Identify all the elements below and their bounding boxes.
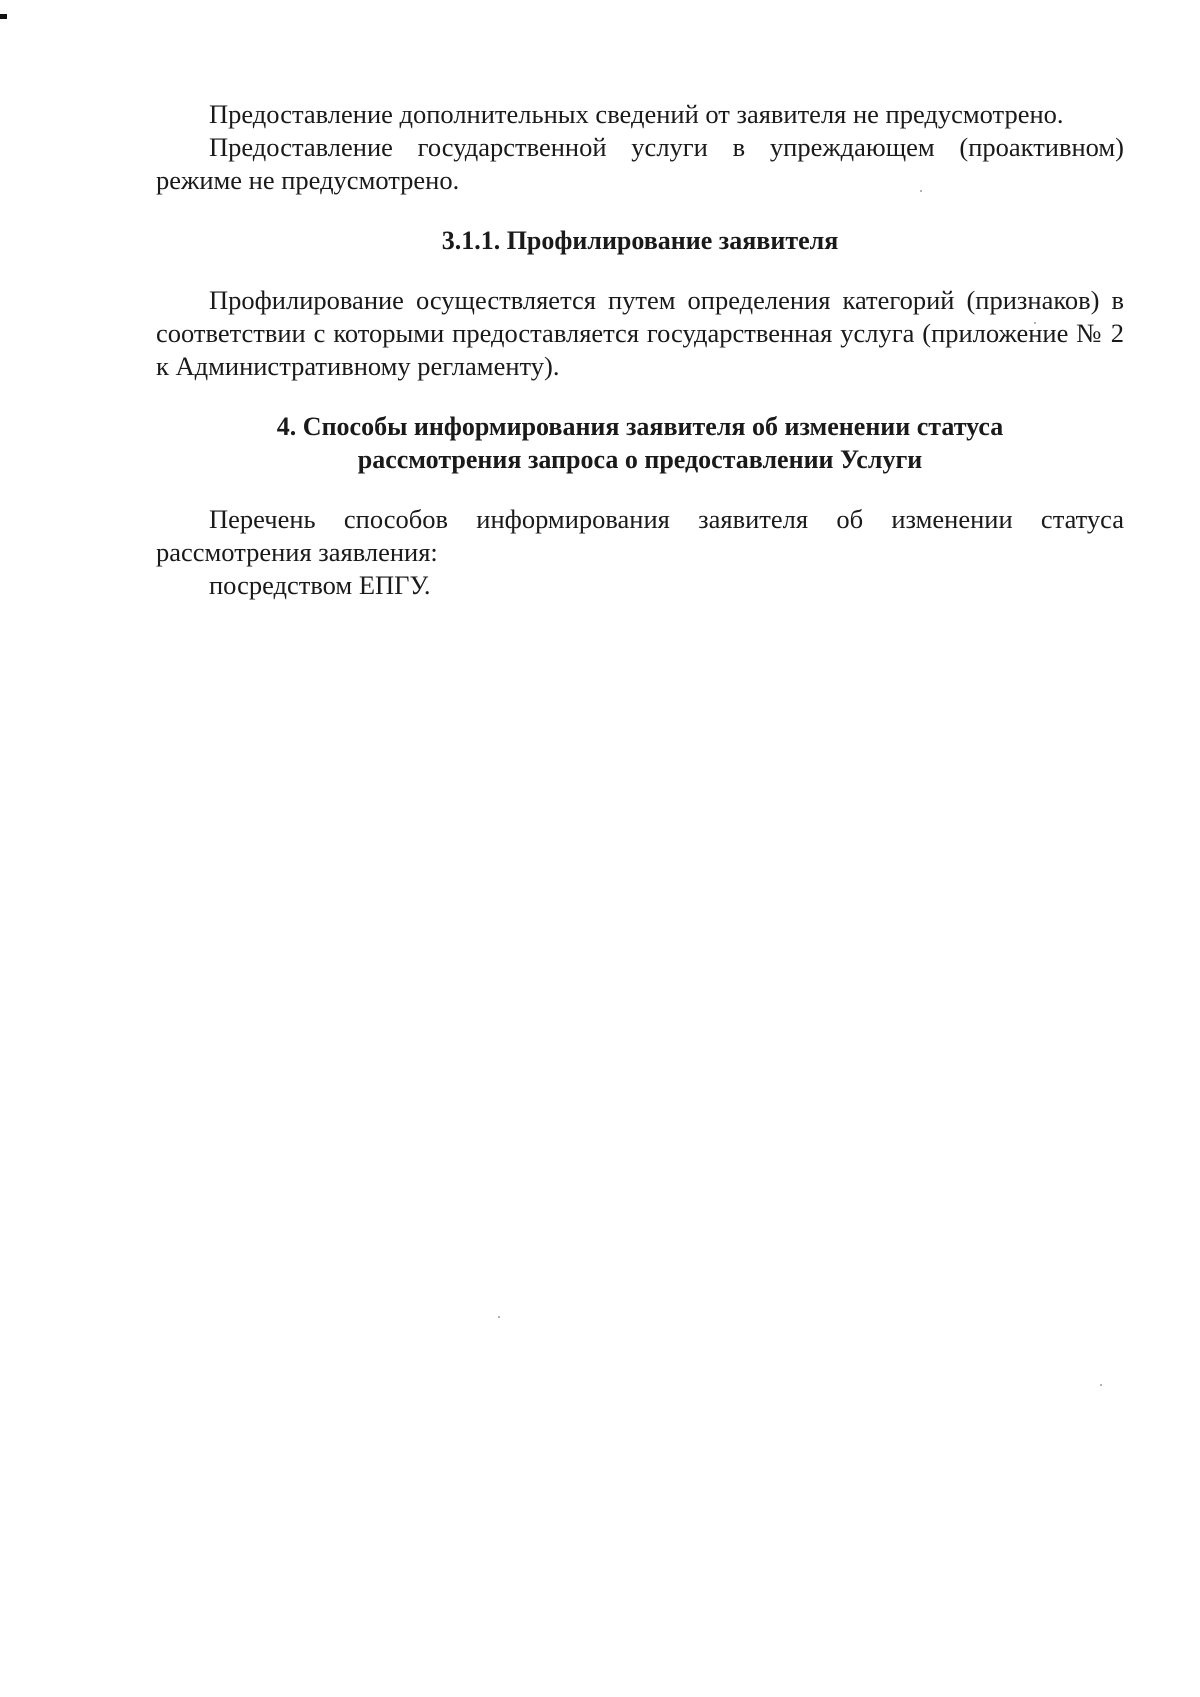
paragraph-additional-info: Предоставление дополнительных сведений от заявителя не предусмотрено. (209, 99, 1064, 129)
paragraph-profiling: Профилирование осуществляется путем определения категорий (признаков) в соответствии с которыми предоставляется государственная услуга (приложение № 2 к Административному регламенту). (156, 285, 1124, 381)
paragraph-informing-list: Перечень способов информирования заявителя об изменении статуса рассмотрения заявления: (156, 504, 1124, 567)
heading-informing-methods-line2: рассмотрения запроса о предоставлении Услуги (357, 445, 923, 474)
document-body (156, 98, 1124, 602)
scan-speck (498, 1316, 500, 1318)
heading-informing-methods (156, 410, 1124, 476)
scan-speck (1100, 1384, 1102, 1386)
heading-profiling: 3.1.1. Профилирование заявителя (441, 226, 839, 255)
heading-informing-methods-line1: 4. Способы информирования заявителя об изменении статуса (276, 412, 1004, 441)
paragraph-proactive-mode: Предоставление государственной услуги в упреждающем (проактивном) режиме не предусмотрено. (156, 132, 1124, 195)
scan-mark (0, 14, 7, 19)
list-item-epgu: посредством ЕПГУ. (209, 570, 431, 600)
